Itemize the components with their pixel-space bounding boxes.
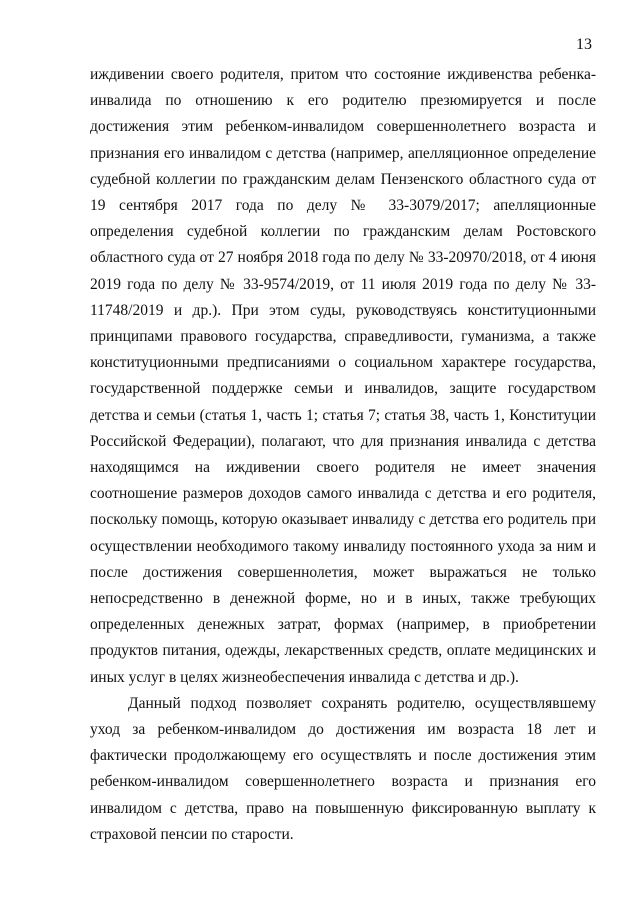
paragraph-continuation: иждивении своего родителя, притом что состояние иждивенства ребенка-инвалида по отношению к его родителю презюмируется и после достижения этим ребенком-инвалидом совершеннолетнего возраста и признания его инвалидом с детства (например, апелляционное определение судебной коллегии по гражданским делам Пензенского областного суда от 19 сентября 2017 года по делу № 33-3079/2017; апелляционные определения судебной коллегии по гражданским делам Ростовского областного суда от 27 ноября 2018 года по делу № 33-20970/2018, от 4 июня 2019 года по делу № 33-9574/2019, от 11 июля 2019 года по делу № 33-11748/2019 и др.). При этом суды, руководствуясь конституционными принципами правового государства, справедливости, гуманизма, а также конституционными предписаниями о социальном характере государства, государственной поддержке семьи и инвалидов, защите государством детства и семьи (статья 1, часть 1; статья 7; статья 38, часть 1, Конституции Российской Федерации), полагают, что для признания инвалида с детства находящимся на иждивении своего родителя не имеет значения соотношение размеров доходов самого инвалида с детства и его родителя, поскольку помощь, которую оказывает инвалиду с детства его родитель при осуществлении необходимого такому инвалиду постоянного ухода за ним и после достижения совершеннолетия, может выражаться не только непосредственно в денежной форме, но и в иных, также требующих определенных денежных затрат, формах (например, в приобретении продуктов питания, одежды, лекарственных средств, оплате медицинских и иных услуг в целях жизнеобеспечения инвалида с детства и др.). (90, 66, 596, 686)
paragraph-conclusion: Данный подход позволяет сохранять родителю, осуществлявшему уход за ребенком-инвалидом до достижения им возраста 18 лет и фактически продолжающему его осуществлять и после достижения этим ребенком-инвалидом совершеннолетнего возраста и признания его инвалидом с детства, право на повышенную фиксированную выплату к страховой пенсии по старости. (90, 694, 596, 843)
page-number: 13 (576, 36, 592, 53)
document-body (90, 62, 596, 848)
